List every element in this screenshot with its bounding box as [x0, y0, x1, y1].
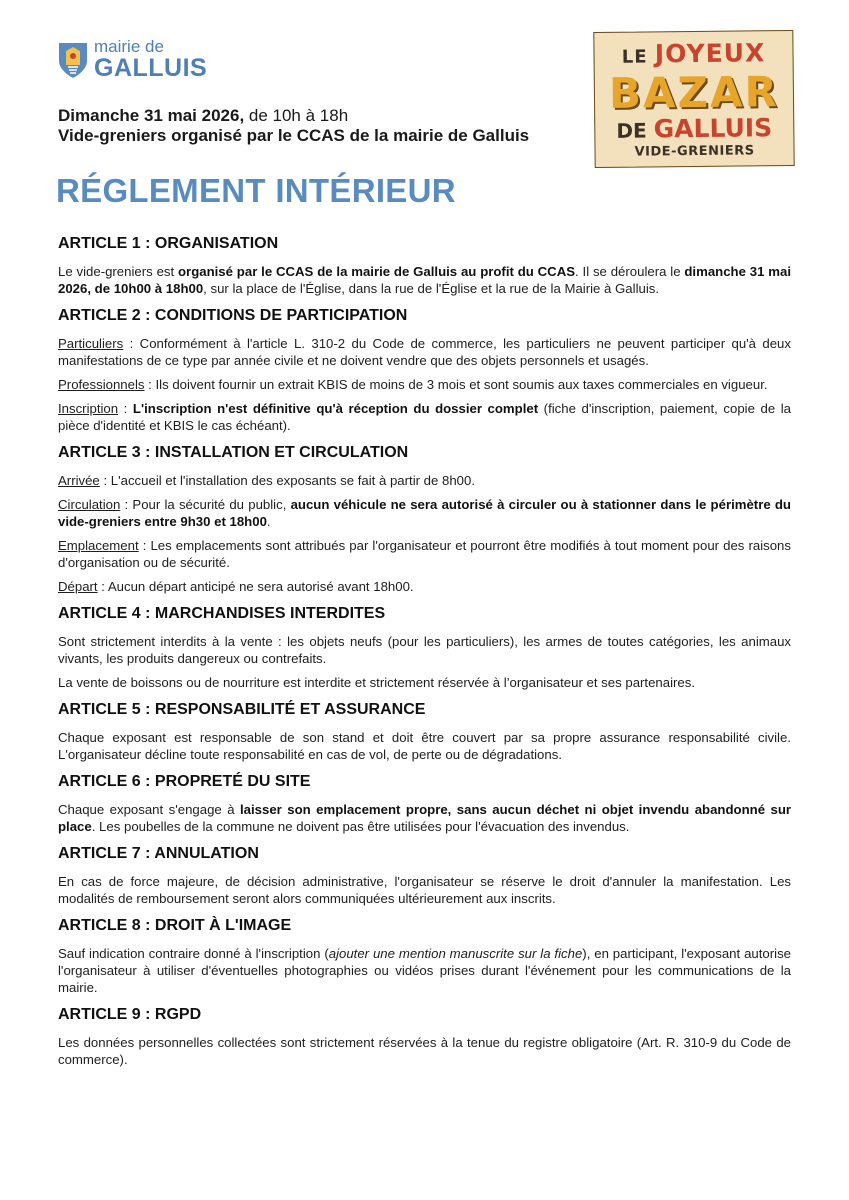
- article-paragraph: [58, 335, 791, 369]
- text: : L'accueil et l'installation des exposants se fait à partir de 8h00.: [99, 473, 476, 488]
- article-5: [58, 700, 791, 763]
- event-date: [58, 106, 348, 126]
- underlined-label: Inscription: [58, 401, 119, 416]
- rules-content: [58, 234, 791, 1077]
- badge-bazar: BAZAR: [608, 67, 780, 118]
- article-title: ARTICLE 3 : INSTALLATION ET CIRCULATION: [58, 444, 409, 461]
- article-paragraph: [58, 496, 791, 530]
- article-3: [58, 443, 791, 595]
- bold-text: laisser son emplacement propre, sans aucun déchet ni objet invendu abandonné sur place: [58, 802, 792, 834]
- badge-le: LE: [621, 46, 655, 68]
- article-paragraph: [58, 472, 791, 489]
- text: ), en participant, l'exposant autorise l'organisateur à utiliser d'éventuelles photographies ou vidéos prises durant l'événement pour les communications de la mairie.: [58, 946, 791, 995]
- badge-vide-greniers: VIDE-GRENIERS: [634, 143, 755, 160]
- text: : Conformément à l'article L. 310-2 du Code de commerce, les particuliers ne peuvent participer qu'à deux manifestations de ce type par année civile et ne doivent vendre que des objets personnels et usagés.: [58, 336, 791, 368]
- article-8: [58, 916, 791, 996]
- article-4: [58, 604, 791, 691]
- article-paragraph: [58, 578, 791, 595]
- bold-text: dimanche 31 mai 2026, de 10h00 à 18h00: [58, 264, 791, 296]
- article-6: [58, 772, 791, 835]
- text: : Ils doivent fournir un extrait KBIS de moins de 3 mois et sont soumis aux taxes commerciales en vigueur.: [144, 377, 768, 392]
- text: : Pour la sécurité du public,: [120, 497, 291, 512]
- text: : Aucun départ anticipé ne sera autorisé avant 18h00.: [97, 579, 414, 594]
- event-badge-logo: [593, 30, 794, 168]
- article-paragraph: [58, 945, 791, 996]
- article-7: [58, 844, 791, 907]
- article-paragraph: [58, 537, 791, 571]
- event-date-bold: Dimanche 31 mai 2026,: [58, 106, 245, 125]
- bold-text: L'inscription n'est définitive qu'à réception du dossier complet: [132, 401, 539, 416]
- article-title: ARTICLE 2 : CONDITIONS DE PARTICIPATION: [58, 307, 408, 324]
- underlined-label: Particuliers: [58, 336, 124, 351]
- underlined-label: Emplacement: [58, 538, 139, 553]
- underlined-label: Circulation: [58, 497, 121, 512]
- article-paragraph: [58, 801, 791, 835]
- text: Chaque exposant s'engage à: [58, 802, 240, 817]
- text: . Les poubelles de la commune ne doivent pas être utilisées pour l'évacuation des invendus.: [91, 819, 630, 834]
- text: : Les emplacements sont attribués par l'organisateur et pourront être modifiés à tout moment pour des raisons d'organisation ou de sécurité.: [58, 538, 791, 570]
- article-paragraph: [58, 376, 791, 393]
- article-title: ARTICLE 8 : DROIT À L'IMAGE: [58, 917, 292, 934]
- text: (fiche d'inscription, paiement, copie de la pièce d'identité et KBIS le cas échéant).: [58, 401, 791, 433]
- text: .: [266, 514, 271, 529]
- article-title: ARTICLE 1 : ORGANISATION: [58, 235, 279, 252]
- article-2: [58, 306, 791, 434]
- logo-small-text: mairie de: [94, 37, 164, 56]
- article-title: ARTICLE 6 : PROPRETÉ DU SITE: [58, 773, 311, 790]
- badge-de: DE: [616, 118, 654, 143]
- coat-of-arms-icon: [58, 41, 88, 79]
- article-1: [58, 234, 791, 297]
- mairie-logo: [58, 38, 207, 81]
- article-paragraph: Les données personnelles collectées sont strictement réservées à la tenue du registre obligatoire (Art. R. 310-9 du Code de commerce).: [58, 1035, 791, 1067]
- bold-text: organisé par le CCAS de la mairie de Galluis au profit du CCAS: [178, 264, 576, 279]
- logo-town-name: GALLUIS: [94, 54, 208, 82]
- article-paragraph: [58, 263, 791, 297]
- text: Le vide-greniers est: [58, 264, 178, 279]
- article-paragraph: Chaque exposant est responsable de son stand et doit être couvert par sa propre assurance responsabilité civile. L'organisateur décline toute responsabilité en cas de vol, de perte ou de dégradations.: [58, 730, 791, 762]
- page-title: RÉGLEMENT INTÉRIEUR: [56, 172, 456, 209]
- article-paragraph: En cas de force majeure, de décision administrative, l'organisateur se réserve le droit d'annuler la manifestation. Les modalités de remboursement seront alors communiquées ultérieurement aux inscrits.: [58, 874, 791, 906]
- badge-joyeux: JOYEUX: [654, 38, 766, 69]
- italic-text: ajouter une mention manuscrite sur la fiche: [328, 946, 583, 961]
- bold-text: aucun véhicule ne sera autorisé à circuler ou à stationner dans le périmètre du vide-greniers entre 9h30 et 18h00: [58, 497, 791, 529]
- text: :: [118, 401, 133, 416]
- event-hours: de 10h à 18h: [244, 106, 349, 125]
- article-title: ARTICLE 5 : RESPONSABILITÉ ET ASSURANCE: [58, 701, 426, 718]
- event-subtitle: Vide-greniers organisé par le CCAS de la mairie de Galluis: [58, 126, 530, 145]
- article-paragraph: La vente de boissons ou de nourriture est interdite et strictement réservée à l’organisateur et ses partenaires.: [58, 675, 696, 690]
- underlined-label: Arrivée: [58, 473, 100, 488]
- article-title: ARTICLE 4 : MARCHANDISES INTERDITES: [58, 605, 386, 622]
- article-paragraph: Sont strictement interdits à la vente : les objets neufs (pour les particuliers), les armes de toutes catégories, les animaux vivants, les produits dangereux ou contrefaits.: [58, 634, 791, 666]
- article-9: [58, 1005, 791, 1068]
- text: , sur la place de l'Église, dans la rue de l'Église et la rue de la Mairie à Galluis.: [203, 281, 660, 296]
- underlined-label: Départ: [58, 579, 98, 594]
- text: Sauf indication contraire donné à l'inscription (: [58, 946, 329, 961]
- article-paragraph: [58, 400, 791, 434]
- badge-galluis: GALLUIS: [653, 113, 773, 144]
- text: . Il se déroulera le: [575, 264, 685, 279]
- article-title: ARTICLE 7 : ANNULATION: [58, 845, 259, 862]
- article-title: ARTICLE 9 : RGPD: [58, 1006, 202, 1023]
- underlined-label: Professionnels: [58, 377, 145, 392]
